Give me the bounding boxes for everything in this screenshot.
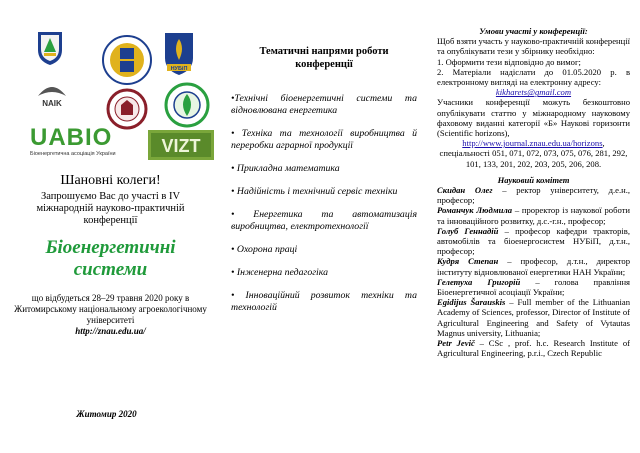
greeting: Шановні колеги! [60,173,161,188]
conference-title: Біоенергетичні системи [45,237,176,280]
contact-email-link[interactable]: kikharets@gmail.com [495,87,572,98]
nubip-shield-icon [164,32,194,76]
left-column [0,0,213,453]
topics-title: Тематичні напрями роботи конференції [259,46,389,70]
conditions-step-1: 1. Оформити тези відповідно до вимог; [437,56,581,67]
place-year: Житомир 2020 [76,409,137,419]
topics-column [213,0,427,453]
member-role: – CSc , prof. h.c. Research Institute of Agricultural Engineering, p.r.i., Czech Republic [437,338,630,359]
topic-item: • Охорона праці [231,244,298,255]
vizt-label: VIZT [161,136,201,156]
committee-member [437,338,630,358]
conference-dates: що відбудеться 28–29 травня 2020 року в Житомирському національному агроекологічному університеті [14,293,207,325]
member-name: Кудря Степан [437,256,499,267]
uabio-wordmark: UABIO [30,124,113,151]
member-name: Скидан Олег [437,185,493,196]
member-role: – голова правління Біоенергетичної асоціації України; [437,276,630,298]
member-name: Голуб Геннадій [437,225,499,236]
uabio-logo [30,126,140,158]
conditions-intro: Щоб взяти участь у науково-практичній конференції та опублікувати тези у збірнику необхідно: [437,36,630,57]
member-role: – проректор із наукової роботи та інноваційного розвитку, д.с.-г.н., професор; [437,205,631,226]
topic-item: • Надійність і технічний сервіс техніки [231,186,398,197]
naik-logo-icon [34,82,70,108]
round-seal-icon [106,88,148,130]
member-name: Petr Jevič [437,338,475,349]
conditions-column [427,0,640,453]
member-role: – професор кафедри тракторів, автомобілів та біоенергосистем НУБіП, д.т.н., професор; [437,225,630,257]
logo-area [14,30,207,155]
committee-member [437,226,630,257]
engineering-academy-emblem-icon [96,34,158,86]
specialties-text: , спеціальності 051, 071, 072, 073, 075, 076, 281, 292, 101, 133, 201, 202, 203, 205, 206, 208. [439,138,628,169]
member-role: – ректор університету, д.е.н., професор; [437,185,630,206]
committee-member [437,185,630,205]
naik-label: NAIK [42,99,62,108]
journal-text: Учасники конференції можуть безкоштовно опублікувати статтю у міжнародному науковому фаховому виданні категорії «Б» Наукові горизонти (Scientific horizons), [437,97,630,139]
university-crest-icon [36,30,64,66]
topic-item: • Техніка та технології виробництва й переробки аграрної продукції [231,128,417,151]
invitation-text: Запрошуємо Вас до участі в IV міжнародній науково-практичній конференції [36,191,185,226]
committee-member [437,205,630,225]
member-name: Гелетуха Григорій [437,276,521,287]
committee-member [437,297,630,338]
journal-info [437,97,630,138]
journal-link[interactable]: http://www.journal.znau.edu.ua/horizons [462,138,603,149]
journal-link-line [437,138,630,169]
committee-title: Науковий комітет [497,174,570,185]
nubip-label: НУБіП [170,66,188,72]
member-name: Романчук Людмила [437,205,513,216]
topic-item: •Технічні біоенергетичні системи та відновлювана енергетика [231,93,417,116]
uabio-subtitle: Біоенергетична асоціація України [30,151,116,157]
topic-item: • Інноваційний розвиток техніки та технологій [231,290,417,313]
member-role: – Full member of the Lithuanian Academy of Sciences, professor, Director of Institute of Agricultural Engineering and Safety of Vytautas Magnus university, Lithuania; [437,297,630,338]
committee-member [437,256,630,276]
topic-item: • Прикладна математика [231,163,340,174]
topic-item: • Інженерна педагогіка [231,267,329,278]
topic-item: • Енергетика та автоматизація виробництва, електротехнології [231,209,417,232]
website-link[interactable]: http://znau.edu.ua/ [75,326,146,336]
committee-member [437,277,630,297]
conditions-title: Умови участі у конференції: [479,26,588,36]
member-name: Egidijus Šarauskis [437,297,506,308]
conditions-step-2: 2. Матеріали надіслати до 01.05.2020 р. в електронному вигляді на електронну адресу: [437,66,630,88]
member-role: – професор, д.т.н., директор інституту відновлюваної енергетики НАН України; [437,256,631,277]
vizt-logo-icon [148,130,214,160]
green-round-emblem-icon [164,82,210,128]
